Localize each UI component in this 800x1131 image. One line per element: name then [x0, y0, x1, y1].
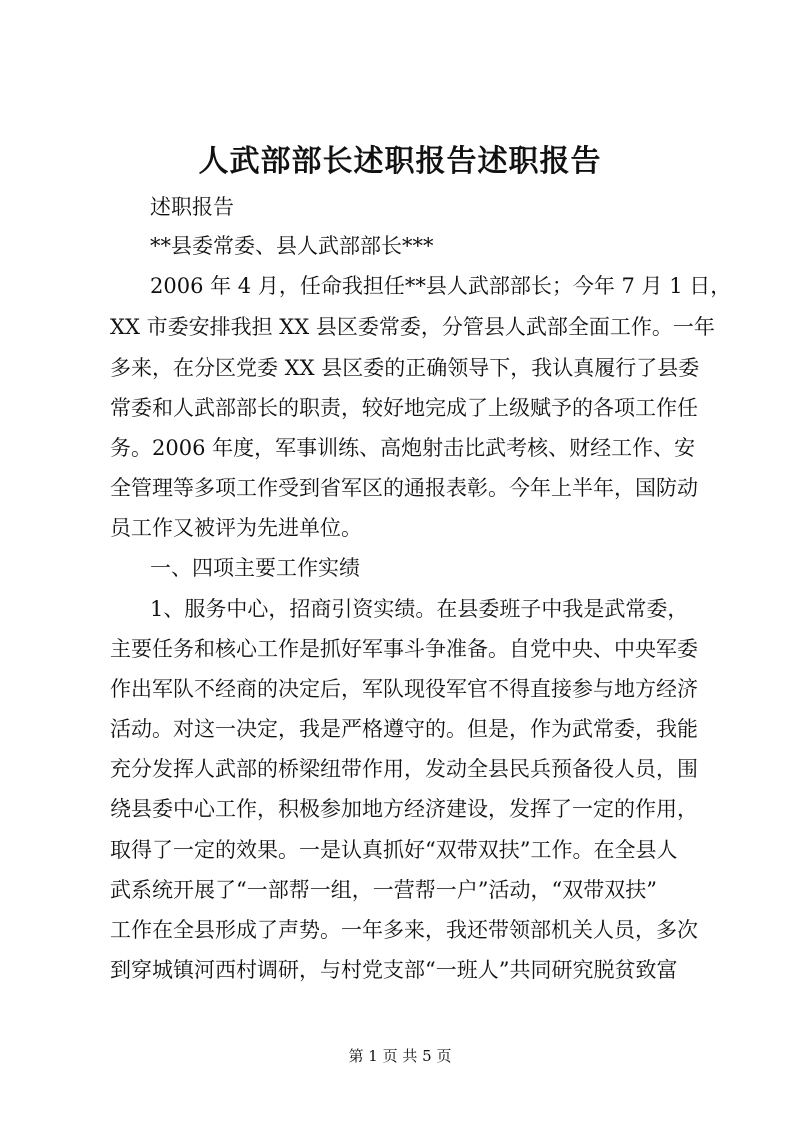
paragraph-line: 充分发挥人武部的桥梁纽带作用，发动全县民兵预备役人员，围 — [110, 757, 698, 781]
page-footer: 第 1 页 共 5 页 — [348, 1047, 452, 1065]
section-heading: 一、四项主要工作实绩 — [150, 556, 360, 580]
paragraph-line: 绕县委中心工作，积极参加地方经济建设，发挥了一定的作用， — [110, 797, 698, 821]
paragraph-line: 工作在全县形成了声势。一年多来，我还带领部机关人员，多次 — [110, 918, 698, 942]
paragraph-line: 2006 年 4 月，任命我担任**县人武部部长；今年 7 月 1 日， — [150, 274, 732, 298]
document-title: 人武部部长述职报告述职报告 — [198, 144, 602, 179]
paragraph-line: XX 市委安排我担 XX 县区委常委，分管县人武部全面工作。一年 — [110, 315, 715, 339]
paragraph-line: **县委常委、县人武部部长*** — [150, 234, 434, 258]
paragraph-line: 作出军队不经商的决定后，军队现役军官不得直接参与地方经济 — [110, 677, 698, 701]
paragraph-line: 常委和人武部部长的职责，较好地完成了上级赋予的各项工作任 — [110, 396, 698, 420]
paragraph-line: 取得了一定的效果。一是认真抓好“双带双扶”工作。在全县人 — [110, 838, 678, 862]
paragraph-line: 武系统开展了“一部帮一组，一营帮一户”活动，“双带双扶” — [110, 878, 657, 902]
paragraph-line: 全管理等多项工作受到省军区的通报表彰。今年上半年，国防动 — [110, 476, 698, 500]
paragraph-line: 多来，在分区党委 XX 县区委的正确领导下，我认真履行了县委 — [110, 356, 700, 380]
paragraph-line: 主要任务和核心工作是抓好军事斗争准备。自党中央、中央军委 — [110, 637, 698, 661]
paragraph-line: 务。2006 年度，军事训练、高炮射击比武考核、财经工作、安 — [110, 436, 696, 460]
paragraph-line: 活动。对这一决定，我是严格遵守的。但是，作为武常委，我能 — [110, 717, 698, 741]
paragraph-line: 员工作又被评为先进单位。 — [110, 516, 362, 540]
paragraph-line: 到穿城镇河西村调研，与村党支部“一班人”共同研究脱贫致富 — [110, 958, 678, 982]
paragraph-line: 述职报告 — [150, 195, 234, 219]
paragraph-line: 1、服务中心，招商引资实绩。在县委班子中我是武常委， — [150, 597, 689, 621]
